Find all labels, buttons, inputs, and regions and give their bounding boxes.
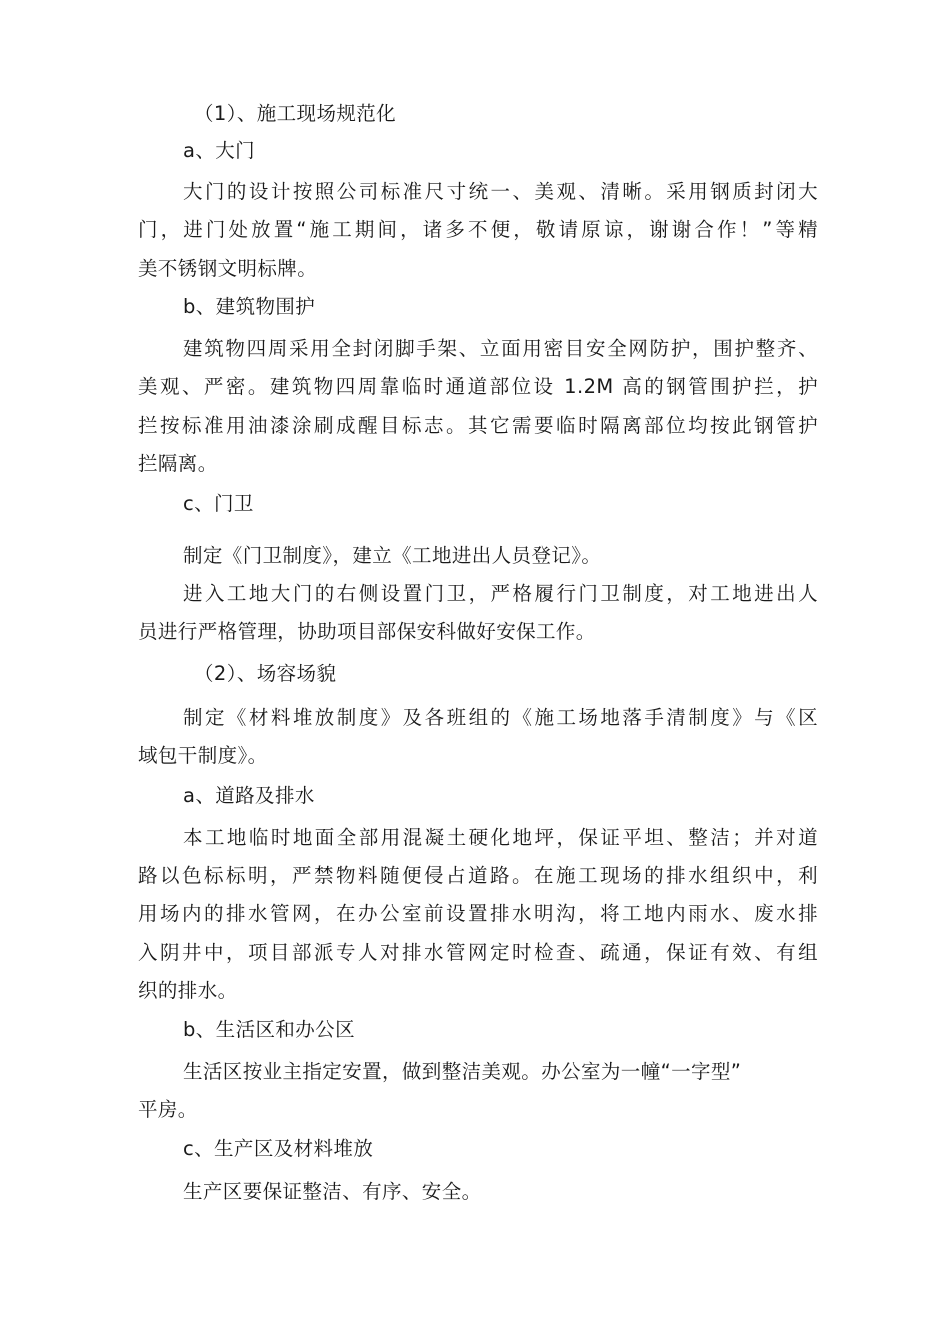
paragraph-line: 平房。 (138, 1098, 198, 1121)
paragraph-line: 路以色标标明，严禁物料随便侵占道路。在施工现场的排水组织中，利 (138, 864, 818, 887)
subheading-building-enclosure: b、建筑物围护 (183, 295, 316, 318)
paragraph-line: 入阴井中，项目部派专人对排水管网定时检查、疏通，保证有效、有组 (138, 941, 818, 964)
paragraph-line: 制定《门卫制度》，建立《工地进出人员登记》。 (183, 544, 602, 567)
paragraph-line: 生活区按业主指定安置，做到整洁美观。办公室为一幢“一字型” (183, 1060, 742, 1083)
paragraph-line: 美不锈钢文明标牌。 (138, 257, 318, 280)
paragraph-line: 进入工地大门的右侧设置门卫，严格履行门卫制度，对工地进出人 (183, 582, 818, 605)
paragraph-line: 用场内的排水管网，在办公室前设置排水明沟，将工地内雨水、废水排 (138, 902, 818, 925)
paragraph-line: 生产区要保证整洁、有序、安全。 (183, 1180, 482, 1203)
subheading-gate: a、大门 (183, 139, 256, 162)
paragraph-line: 员进行严格管理，协助项目部保安科做好安保工作。 (138, 620, 596, 643)
subheading-roads-drainage: a、道路及排水 (183, 784, 315, 807)
paragraph-line: 本工地临时地面全部用混凝土硬化地坪，保证平坦、整洁；并对道 (183, 826, 818, 849)
paragraph-line: 门，进门处放置“施工期间，诸多不便，敬请原谅，谢谢合作！”等精 (138, 218, 818, 241)
paragraph-line: 制定《材料堆放制度》及各班组的《施工场地落手清制度》与《区 (183, 706, 818, 729)
paragraph-line: 域包干制度》。 (138, 744, 268, 767)
paragraph-line: 拦按标准用油漆涂刷成醒目标志。其它需要临时隔离部位均按此钢管护 (138, 414, 818, 437)
subheading-production-materials: c、生产区及材料堆放 (183, 1137, 374, 1160)
section-heading-1: （1）、施工现场规范化 (194, 102, 397, 125)
paragraph-line: 拦隔离。 (138, 452, 218, 475)
paragraph-line: 建筑物四周采用全封闭脚手架、立面用密目安全网防护，围护整齐、 (183, 337, 818, 360)
subheading-living-office: b、生活区和办公区 (183, 1018, 355, 1041)
paragraph-line: 美观、严密。建筑物四周靠临时通道部位设 1.2M 高的钢管围护拦，护 (138, 375, 818, 398)
paragraph-line: 织的排水。 (138, 979, 238, 1002)
paragraph-line: 大门的设计按照公司标准尺寸统一、美观、清晰。采用钢质封闭大 (183, 180, 818, 203)
section-heading-2: （2）、场容场貌 (194, 662, 337, 685)
subheading-gatekeeper: c、门卫 (183, 492, 254, 515)
